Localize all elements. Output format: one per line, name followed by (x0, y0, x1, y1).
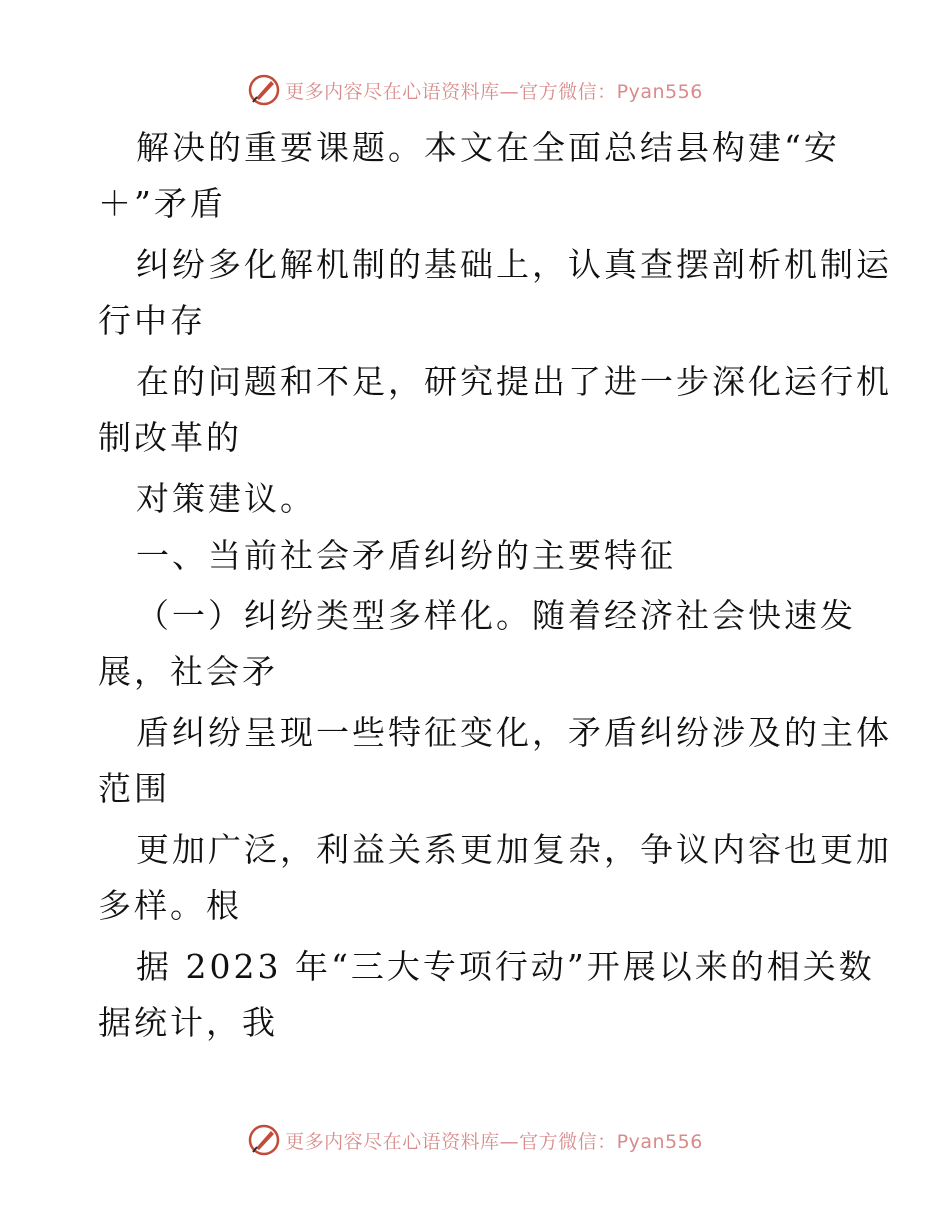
body-line: 解决的重要课题。本文在全面总结县构建“安 (136, 128, 840, 167)
body-line: 多样。根 (98, 886, 242, 925)
body-line: 制改革的 (98, 418, 242, 457)
body-line: 据 2023 年“三大专项行动”开展以来的相关数 (136, 947, 875, 986)
body-line: （一）纠纷类型多样化。随着经济社会快速发 (136, 596, 856, 635)
quill-logo-icon (247, 1123, 281, 1157)
body-line: 更加广泛，利益关系更加复杂，争议内容也更加 (136, 830, 892, 869)
header-watermark-text: 更多内容尽在心语资料库—官方微信：Pyan556 (285, 80, 703, 103)
body-line: 展，社会矛 (98, 652, 278, 691)
body-line: 在的问题和不足，研究提出了进一步深化运行机 (136, 362, 892, 401)
body-line: ＋”矛盾 (98, 184, 226, 223)
section-heading: 一、当前社会矛盾纠纷的主要特征 (136, 536, 676, 575)
footer-watermark-text: 更多内容尽在心语资料库—官方微信：Pyan556 (285, 1130, 703, 1153)
body-line: 盾纠纷呈现一些特征变化，矛盾纠纷涉及的主体 (136, 713, 892, 752)
body-line: 据统计，我 (98, 1003, 278, 1042)
footer-watermark-banner (0, 1120, 950, 1160)
body-line: 范围 (98, 769, 170, 808)
body-line: 纠纷多化解机制的基础上，认真查摆剖析机制运 (136, 245, 892, 284)
body-line: 对策建议。 (136, 479, 316, 518)
body-line: 行中存 (98, 301, 206, 340)
